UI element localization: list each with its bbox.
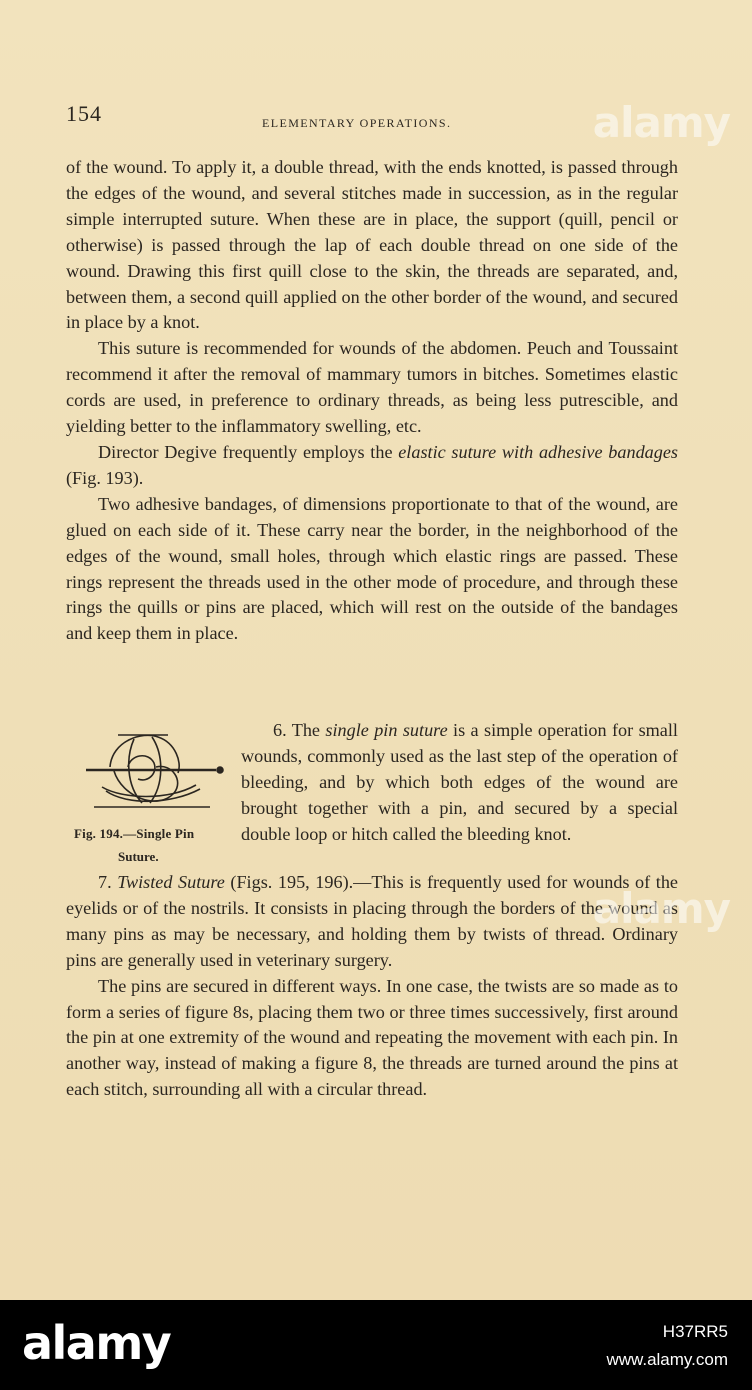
paragraph: The pins are secured in different ways. In one case, the twists are so made as to form a series of figure 8s, placing them two or three times successively, first around the pin at one extremity of the wound and repeating the movement with each pin. In another way, instead of making a figure 8, the threads are turned around the pins at each stitch, surrounding all with a circular thread.	[66, 975, 678, 1100]
page-header	[66, 101, 678, 131]
body-text-top	[66, 155, 678, 647]
stock-footer-bar	[0, 1300, 752, 1390]
figure-caption: Fig. 194.—Single Pin	[74, 826, 195, 841]
paragraph: This suture is recommended for wounds of the abdomen. Peuch and Toussaint recommend it after the removal of mammary tumors in bitches. Sometimes elastic cords are used, in preference to ordinary threads, as being less putrescible, and yielding better to the inflammatory swelling, etc.	[66, 338, 678, 437]
watermark: alamy	[592, 98, 730, 147]
figure-caption-continued: Suture.	[118, 849, 159, 864]
figure-194	[66, 727, 236, 867]
page-number: 154	[66, 101, 102, 126]
paragraph: Two adhesive bandages, of dimensions proportionate to that of the wound, are glued on each side of it. These carry near the border, in the neighborhood of the edges of the wound, small holes, through which elastic rings are passed. These rings represent the threads used in the other mode of procedure, and through these rings the quills or pins are placed, which will rest on the outside of the bandages and keep them in place.	[66, 493, 678, 644]
image-id: H37RR5	[662, 1322, 728, 1341]
body-text-bottom	[66, 870, 678, 1103]
site-url[interactable]: www.alamy.com	[606, 1350, 728, 1369]
alamy-logo: alamy	[22, 1316, 171, 1370]
running-head: ELEMENTARY OPERATIONS.	[262, 116, 452, 130]
paragraph: Director Degive frequently employs the elastic suture with adhesive bandages (Fig. 193).	[66, 441, 678, 488]
paragraph-single-pin-suture: 6. The single pin suture is a simple operation for small wounds, commonly used as the last step of the operation of bleeding, and by which both edges of the wound are brought together with a pin, and secured by a special double loop or hitch called the bleeding knot.	[241, 720, 678, 844]
paragraph: of the wound. To apply it, a double thread, with the ends knotted, is passed through the edges of the wound, and several stitches made in succession, as in the regular simple interrupted suture. When these are in place, the support (quill, pencil or otherwise) is passed through the lap of each double thread on one side of the wound. Drawing this first quill close to the skin, the threads are separated, and, between them, a second quill applied on the other border of the wound, and secured in place by a knot.	[66, 157, 678, 333]
watermark: alamy	[592, 884, 730, 933]
paragraph-twisted-suture: 7. Twisted Suture (Figs. 195, 196).—This is frequently used for wounds of the eyelids or of the nostrils. It consists in placing through the borders of the wound as many pins as may be necessary, and holding them by twists of thread. Ordinary pins are generally used in veterinary surgery.	[66, 872, 678, 970]
single-pin-suture-illustration	[72, 727, 232, 817]
